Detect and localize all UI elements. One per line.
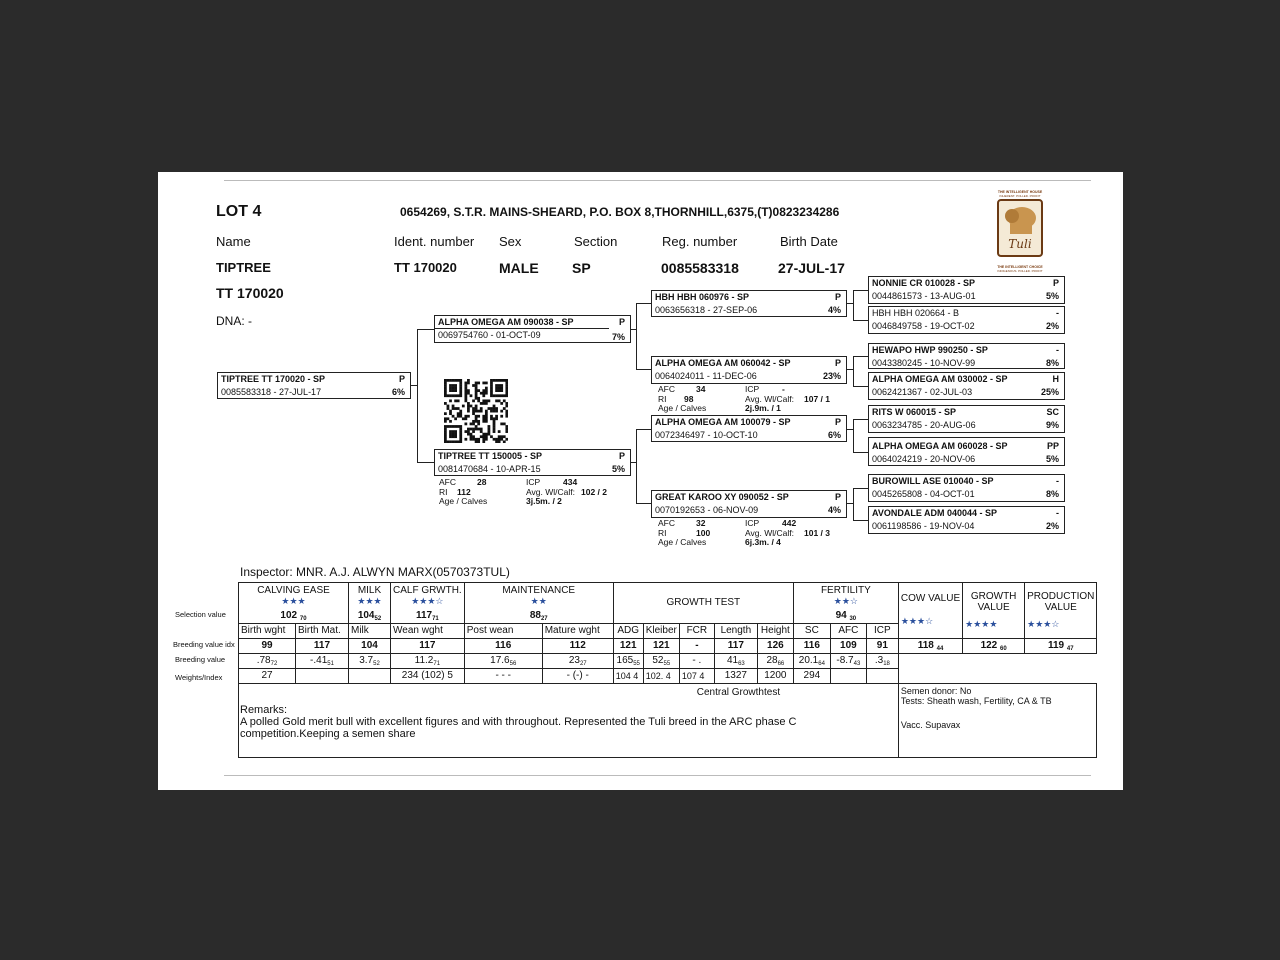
dam-dam-stats: AFC 32 ICP 442 RI 100 Avg. Wl/Calf: 101 / 3 Age / Calves 6j.3m. / 4 (658, 518, 830, 547)
selection-fertility: 94 $_{30}$ (793, 609, 898, 624)
trait-header: Milk (349, 623, 391, 638)
value-growthv: 122 $_{60}$ (963, 638, 1025, 653)
subject-reg: 0085583318 - 27-JUL-17 (221, 387, 322, 397)
weight-cell: 1327 (714, 668, 757, 683)
bv-cell: - . (679, 653, 714, 668)
bv-cell: $20.1_{64}$ (793, 653, 830, 668)
top-divider (224, 180, 1091, 181)
weight-cell: - (-) - (542, 668, 613, 683)
trait-header: Length (714, 623, 757, 638)
bv-index-cell: 99 (239, 638, 296, 653)
weights-empty (898, 668, 1097, 683)
connector (853, 290, 868, 291)
pedigree-subject (217, 372, 411, 399)
semen-section (898, 683, 1097, 757)
subject-name: TIPTREE TT 170020 - SP (221, 374, 326, 384)
connector (417, 329, 434, 330)
prod-stars-icon: ★★★☆ (1027, 618, 1060, 629)
row-label-bv-idx: Breeding value idx (173, 640, 235, 649)
group-growth-value: GROWTH VALUE ★★★★ (963, 583, 1025, 639)
pedigree-sire-dam: ALPHA OMEGA AM 060042 - SP P 0064024011 - 11-DEC-06 23% (651, 356, 847, 384)
lot-number: LOT 4 (216, 203, 262, 220)
logo-top-text: THE INTELLIGENT HOUSE (997, 190, 1043, 194)
milk-stars-icon: ★★★ (357, 595, 382, 606)
weight-cell: 1200 (757, 668, 793, 683)
weight-cell: 294 (793, 668, 830, 683)
logo-bottom-sub: INDIGENOUS. POLLED. PROFIT (997, 269, 1043, 273)
pedigree-dam-dam: GREAT KAROO XY 090052 - SP P 0070192653 - 06-NOV-09 4% (651, 490, 847, 518)
label-sex: Sex (499, 234, 522, 249)
dna-status: DNA: - (216, 314, 252, 328)
weight-cell: - - - (464, 668, 542, 683)
bv-cell: $28_{66}$ (757, 653, 793, 668)
bv-cell: $.3_{18}$ (866, 653, 898, 668)
subject-pct: 6% (391, 387, 405, 397)
trait-header: Mature wght (542, 623, 613, 638)
connector (853, 356, 854, 386)
dam-name: TIPTREE TT 150005 - SP (438, 451, 543, 461)
connector (853, 419, 854, 452)
bv-cell: $165_{55}$ (613, 653, 643, 668)
connector (853, 488, 868, 489)
bv-index-cell: 109 (830, 638, 866, 653)
sire-reg: 0069754760 - 01-OCT-09 (438, 330, 541, 340)
connector (853, 452, 868, 453)
pedigree-dam (434, 449, 631, 476)
weight-cell: 104 4 (613, 668, 643, 683)
group-growth-test: GROWTH TEST (613, 583, 793, 624)
performance-table (238, 582, 1097, 758)
bv-cell: $.78_{72}$ (239, 653, 296, 668)
weight-cell (349, 668, 391, 683)
selection-calfgr: $117_{71}$ (391, 609, 465, 624)
animal-sex: MALE (499, 260, 539, 276)
trait-header: Birth wght (239, 623, 296, 638)
group-maintenance: MAINTENANCE ★★ (464, 583, 613, 609)
central-growthtest: Central Growthtest (696, 686, 781, 698)
animal-ident: TT 170020 (394, 260, 457, 275)
trait-header: Kleiber (643, 623, 679, 638)
connector (636, 369, 651, 370)
pedigree-g3-4: ALPHA OMEGA AM 030002 - SP H 0062421367 - 02-JUL-03 25% (868, 372, 1065, 400)
label-reg: Reg. number (662, 234, 738, 249)
sire-dam-stats: AFC 34 ICP - RI 98 Avg. Wl/Calf: 107 / 1 Age / Calves 2j.9m. / 1 (658, 384, 830, 413)
value-cow: 118 $_{44}$ (898, 638, 962, 653)
bv-index-cell: - (679, 638, 714, 653)
row-label-bv: Breeding value (175, 655, 226, 664)
label-ident: Ident. number (394, 234, 475, 249)
bv-cell: $41_{63}$ (714, 653, 757, 668)
connector (853, 488, 854, 520)
group-fertility: FERTILITY ★★☆ (793, 583, 898, 609)
bv-empty (898, 653, 1097, 668)
row-label-selection: Selection value (175, 610, 226, 619)
bv-index-cell: 121 (643, 638, 679, 653)
connector (853, 290, 854, 320)
bv-cell: $52_{55}$ (643, 653, 679, 668)
bv-cell: $-.41_{51}$ (296, 653, 349, 668)
trait-header: Height (757, 623, 793, 638)
bv-index-cell: 116 (464, 638, 542, 653)
pedigree-g3-5: RITS W 060015 - SP SC 0063234785 - 20-AUG-06 9% (868, 405, 1065, 433)
tests: Tests: Sheath wash, Fertility, CA & TB (900, 695, 1052, 706)
breeder-info: 0654269, S.T.R. MAINS-SHEARD, P.O. BOX 8,THORNHILL,6375,(T)0823234286 (400, 205, 840, 219)
pedigree-g3-3: HEWAPO HWP 990250 - SP - 0043380245 - 10-NOV-99 8% (868, 343, 1065, 369)
bv-index-cell: 117 (714, 638, 757, 653)
bv-index-cell: 112 (542, 638, 613, 653)
pedigree-sire (434, 315, 631, 343)
bv-row (239, 653, 1097, 668)
connector (853, 520, 868, 521)
connector (853, 320, 868, 321)
inspector: Inspector: MNR. A.J. ALWYN MARX(0570373TUL) (240, 565, 510, 579)
remarks-text: A polled Gold merit bull with excellent figures and with throughout. Represented the Tuli breed in the ARC phase C competition.Keeping a semen share (240, 715, 797, 740)
pedigree-certificate (158, 172, 1123, 790)
animal-reg: 0085583318 (661, 260, 739, 276)
bv-index-row (239, 638, 1097, 653)
group-cow-value: COW VALUE ★★★☆ (898, 583, 962, 639)
logo-brand: Tuli (1008, 237, 1032, 251)
connector (636, 303, 651, 304)
bv-cell: $11.2_{71}$ (391, 653, 465, 668)
qr-code (444, 379, 508, 443)
remarks-section (239, 683, 899, 757)
sire-name: ALPHA OMEGA AM 090038 - SP (438, 317, 574, 327)
trait-header: FCR (679, 623, 714, 638)
sire-flag: P (618, 317, 625, 327)
connector (636, 429, 637, 504)
connector (853, 386, 868, 387)
qr-code-icon (444, 379, 508, 443)
weight-cell (296, 668, 349, 683)
animal-name: TIPTREE (216, 260, 271, 275)
tuli-logo (990, 190, 1050, 273)
group-milk: MILK ★★★ (349, 583, 391, 609)
selection-maint: $88_{27}$ (464, 609, 613, 624)
semen-donor: Semen donor: No (900, 685, 972, 696)
group-calf-growth: CALF GRWTH. ★★★☆ (391, 583, 465, 609)
weight-cell: 234 (102) 5 (391, 668, 465, 683)
connector (853, 356, 868, 357)
animal-id-big: TT 170020 (216, 285, 284, 301)
bv-cell: $-8.7_{43}$ (830, 653, 866, 668)
connector (636, 303, 637, 370)
dam-reg: 0081470684 - 10-APR-15 (438, 464, 541, 474)
group-production-value: PRODUCTION VALUE ★★★☆ (1025, 583, 1097, 639)
dam-stats: AFC 28 ICP 434 RI 112 Avg. Wl/Calf: 102 / 2 Age / Calves 3j.5m. / 2 (439, 477, 607, 506)
selection-milk: $104_{52}$ (349, 609, 391, 624)
bv-index-cell: 117 (391, 638, 465, 653)
bv-cell: $3.7_{52}$ (349, 653, 391, 668)
maint-stars-icon: ★★ (530, 595, 547, 606)
dam-pct: 5% (611, 464, 625, 474)
bv-index-cell: 116 (793, 638, 830, 653)
growthv-stars-icon: ★★★★ (965, 618, 998, 629)
animal-section: SP (572, 260, 591, 276)
bv-index-cell: 126 (757, 638, 793, 653)
dam-flag: P (618, 451, 625, 461)
logo-bottom-text: THE INTELLIGENT CHOICE (997, 265, 1043, 269)
connector (417, 329, 418, 463)
group-calving-ease: CALVING EASE ★★★ (239, 583, 349, 609)
pedigree-g3-8: AVONDALE ADM 040044 - SP - 0061198586 - 19-NOV-04 2% (868, 506, 1065, 534)
bv-cell: $17.6_{56}$ (464, 653, 542, 668)
calving-stars-icon: ★★★ (281, 595, 306, 606)
weight-cell: 102. 4 (643, 668, 679, 683)
label-birth: Birth Date (780, 234, 838, 249)
pedigree-g3-6: ALPHA OMEGA AM 060028 - SP PP 0064024219 - 20-NOV-06 5% (868, 437, 1065, 466)
subject-flag: P (398, 374, 405, 384)
label-section: Section (574, 234, 618, 249)
row-label-weights: Weights/Index (175, 673, 223, 682)
weight-cell (830, 668, 866, 683)
trait-header: Post wean (464, 623, 542, 638)
logo-sub-text: INHERENT. POLLED. PROFIT (999, 194, 1041, 198)
remarks-label: Remarks: (240, 703, 288, 716)
pedigree-g3-1: NONNIE CR 010028 - SP P 0044861573 - 13-AUG-01 5% (868, 276, 1065, 304)
bv-index-cell: 104 (349, 638, 391, 653)
trait-header: ADG (613, 623, 643, 638)
weight-cell: 107 4 (679, 668, 714, 683)
cow-stars-icon: ★★★☆ (900, 616, 934, 627)
trait-header: Wean wght (391, 623, 465, 638)
trait-header: AFC (830, 623, 866, 638)
label-name: Name (216, 234, 251, 249)
value-prod: 119 $_{47}$ (1025, 638, 1097, 653)
bv-index-cell: 117 (296, 638, 349, 653)
pedigree-g3-2: HBH HBH 020664 - B - 0046849758 - 19-OCT-02 2% (868, 306, 1065, 334)
trait-header: ICP (866, 623, 898, 638)
selection-calving: 102 $_{70}$ (239, 609, 349, 624)
bull-emblem-icon (990, 198, 1050, 260)
bv-index-cell: 121 (613, 638, 643, 653)
sire-pct: 7% (611, 332, 625, 342)
connector (417, 462, 434, 463)
bv-cell: $23_{27}$ (542, 653, 613, 668)
pedigree-g3-7: BUROWILL ASE 010040 - SP - 0045265808 - 04-OCT-01 8% (868, 474, 1065, 502)
animal-birth: 27-JUL-17 (778, 260, 845, 276)
connector (636, 503, 651, 504)
weight-cell (866, 668, 898, 683)
pedigree-sire-sire: HBH HBH 060976 - SP P 0063656318 - 27-SEP-06 4% (651, 290, 847, 317)
trait-header: SC (793, 623, 830, 638)
trait-header: Birth Mat. (296, 623, 349, 638)
connector (636, 429, 651, 430)
pedigree-dam-sire: ALPHA OMEGA AM 100079 - SP P 0072346497 - 10-OCT-10 6% (651, 415, 847, 442)
connector (853, 419, 868, 420)
bottom-divider (224, 775, 1091, 776)
vaccination: Vacc. Supavax (900, 719, 961, 730)
calfgr-stars-icon: ★★★☆ (411, 595, 444, 606)
bv-index-cell: 91 (866, 638, 898, 653)
weights-row (239, 668, 1097, 683)
fertility-stars-icon: ★★☆ (833, 595, 858, 606)
weight-cell: 27 (239, 668, 296, 683)
